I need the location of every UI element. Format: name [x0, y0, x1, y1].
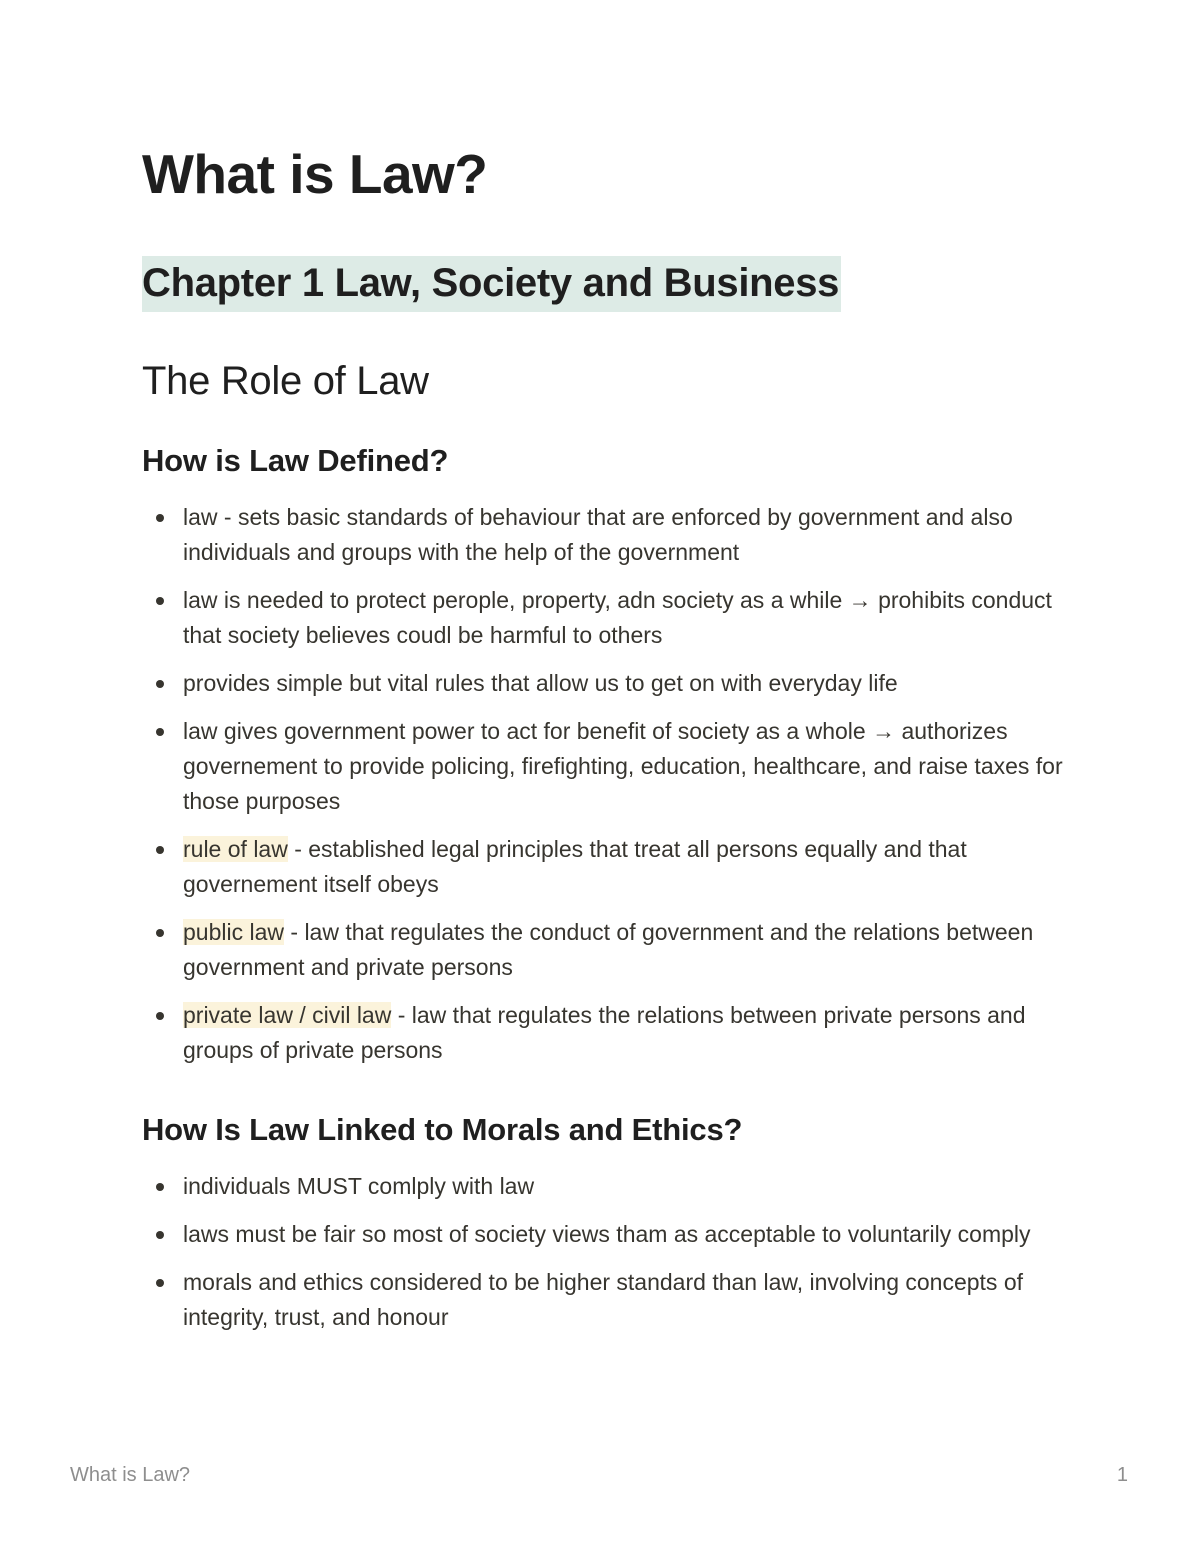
list-item — [142, 1169, 1072, 1204]
list-item-text: law gives government power to act for benefit of society as a whole → authorizes governement to provide policing, firefighting, education, healthcare, and raise taxes for those purposes — [183, 718, 1063, 814]
highlighted-term: rule of law — [183, 836, 288, 862]
list-item-text: - law that regulates the relations between private persons and groups of private persons — [183, 1002, 1026, 1063]
list-item — [142, 1217, 1072, 1252]
definition-list — [142, 500, 1072, 1081]
list-item — [142, 714, 1072, 819]
section-heading: The Role of Law — [142, 359, 429, 403]
document-title: What is Law? — [142, 143, 488, 205]
list-item — [142, 583, 1072, 653]
footer-title: What is Law? — [70, 1464, 191, 1486]
chapter-heading: Chapter 1 Law, Society and Business — [142, 256, 841, 312]
list-item-text: morals and ethics considered to be higher standard than law, involving concepts of integrity, trust, and honour — [183, 1269, 1024, 1330]
highlighted-term: private law / civil law — [183, 1002, 392, 1028]
list-item-text: - law that regulates the conduct of government and the relations between government and private persons — [183, 919, 1034, 980]
page-number: 1 — [1116, 1464, 1128, 1486]
list-item-text: law - sets basic standards of behaviour that are enforced by government and also individuals and groups with the help of the government — [183, 504, 1013, 565]
list-item — [142, 998, 1072, 1068]
list-item — [142, 1265, 1072, 1335]
list-item-text: law is needed to protect perople, property, adn society as a while → prohibits conduct that society believes coudl be harmful to others — [183, 587, 1052, 648]
subsection-heading-defined: How is Law Defined? — [142, 443, 449, 478]
subsection-heading-morals: How Is Law Linked to Morals and Ethics? — [142, 1112, 743, 1147]
list-item — [142, 915, 1072, 985]
list-item-text: provides simple but vital rules that allow us to get on with everyday life — [183, 670, 898, 696]
list-item-text: individuals MUST comlply with law — [183, 1173, 535, 1199]
list-item-text: - established legal principles that treat all persons equally and that governement itself obeys — [183, 836, 967, 897]
list-item-text: laws must be fair so most of society views tham as acceptable to voluntarily comply — [183, 1221, 1031, 1247]
list-item — [142, 832, 1072, 902]
list-item — [142, 666, 1072, 701]
highlighted-term: public law — [183, 919, 284, 945]
list-item — [142, 500, 1072, 570]
morals-list — [142, 1169, 1072, 1348]
